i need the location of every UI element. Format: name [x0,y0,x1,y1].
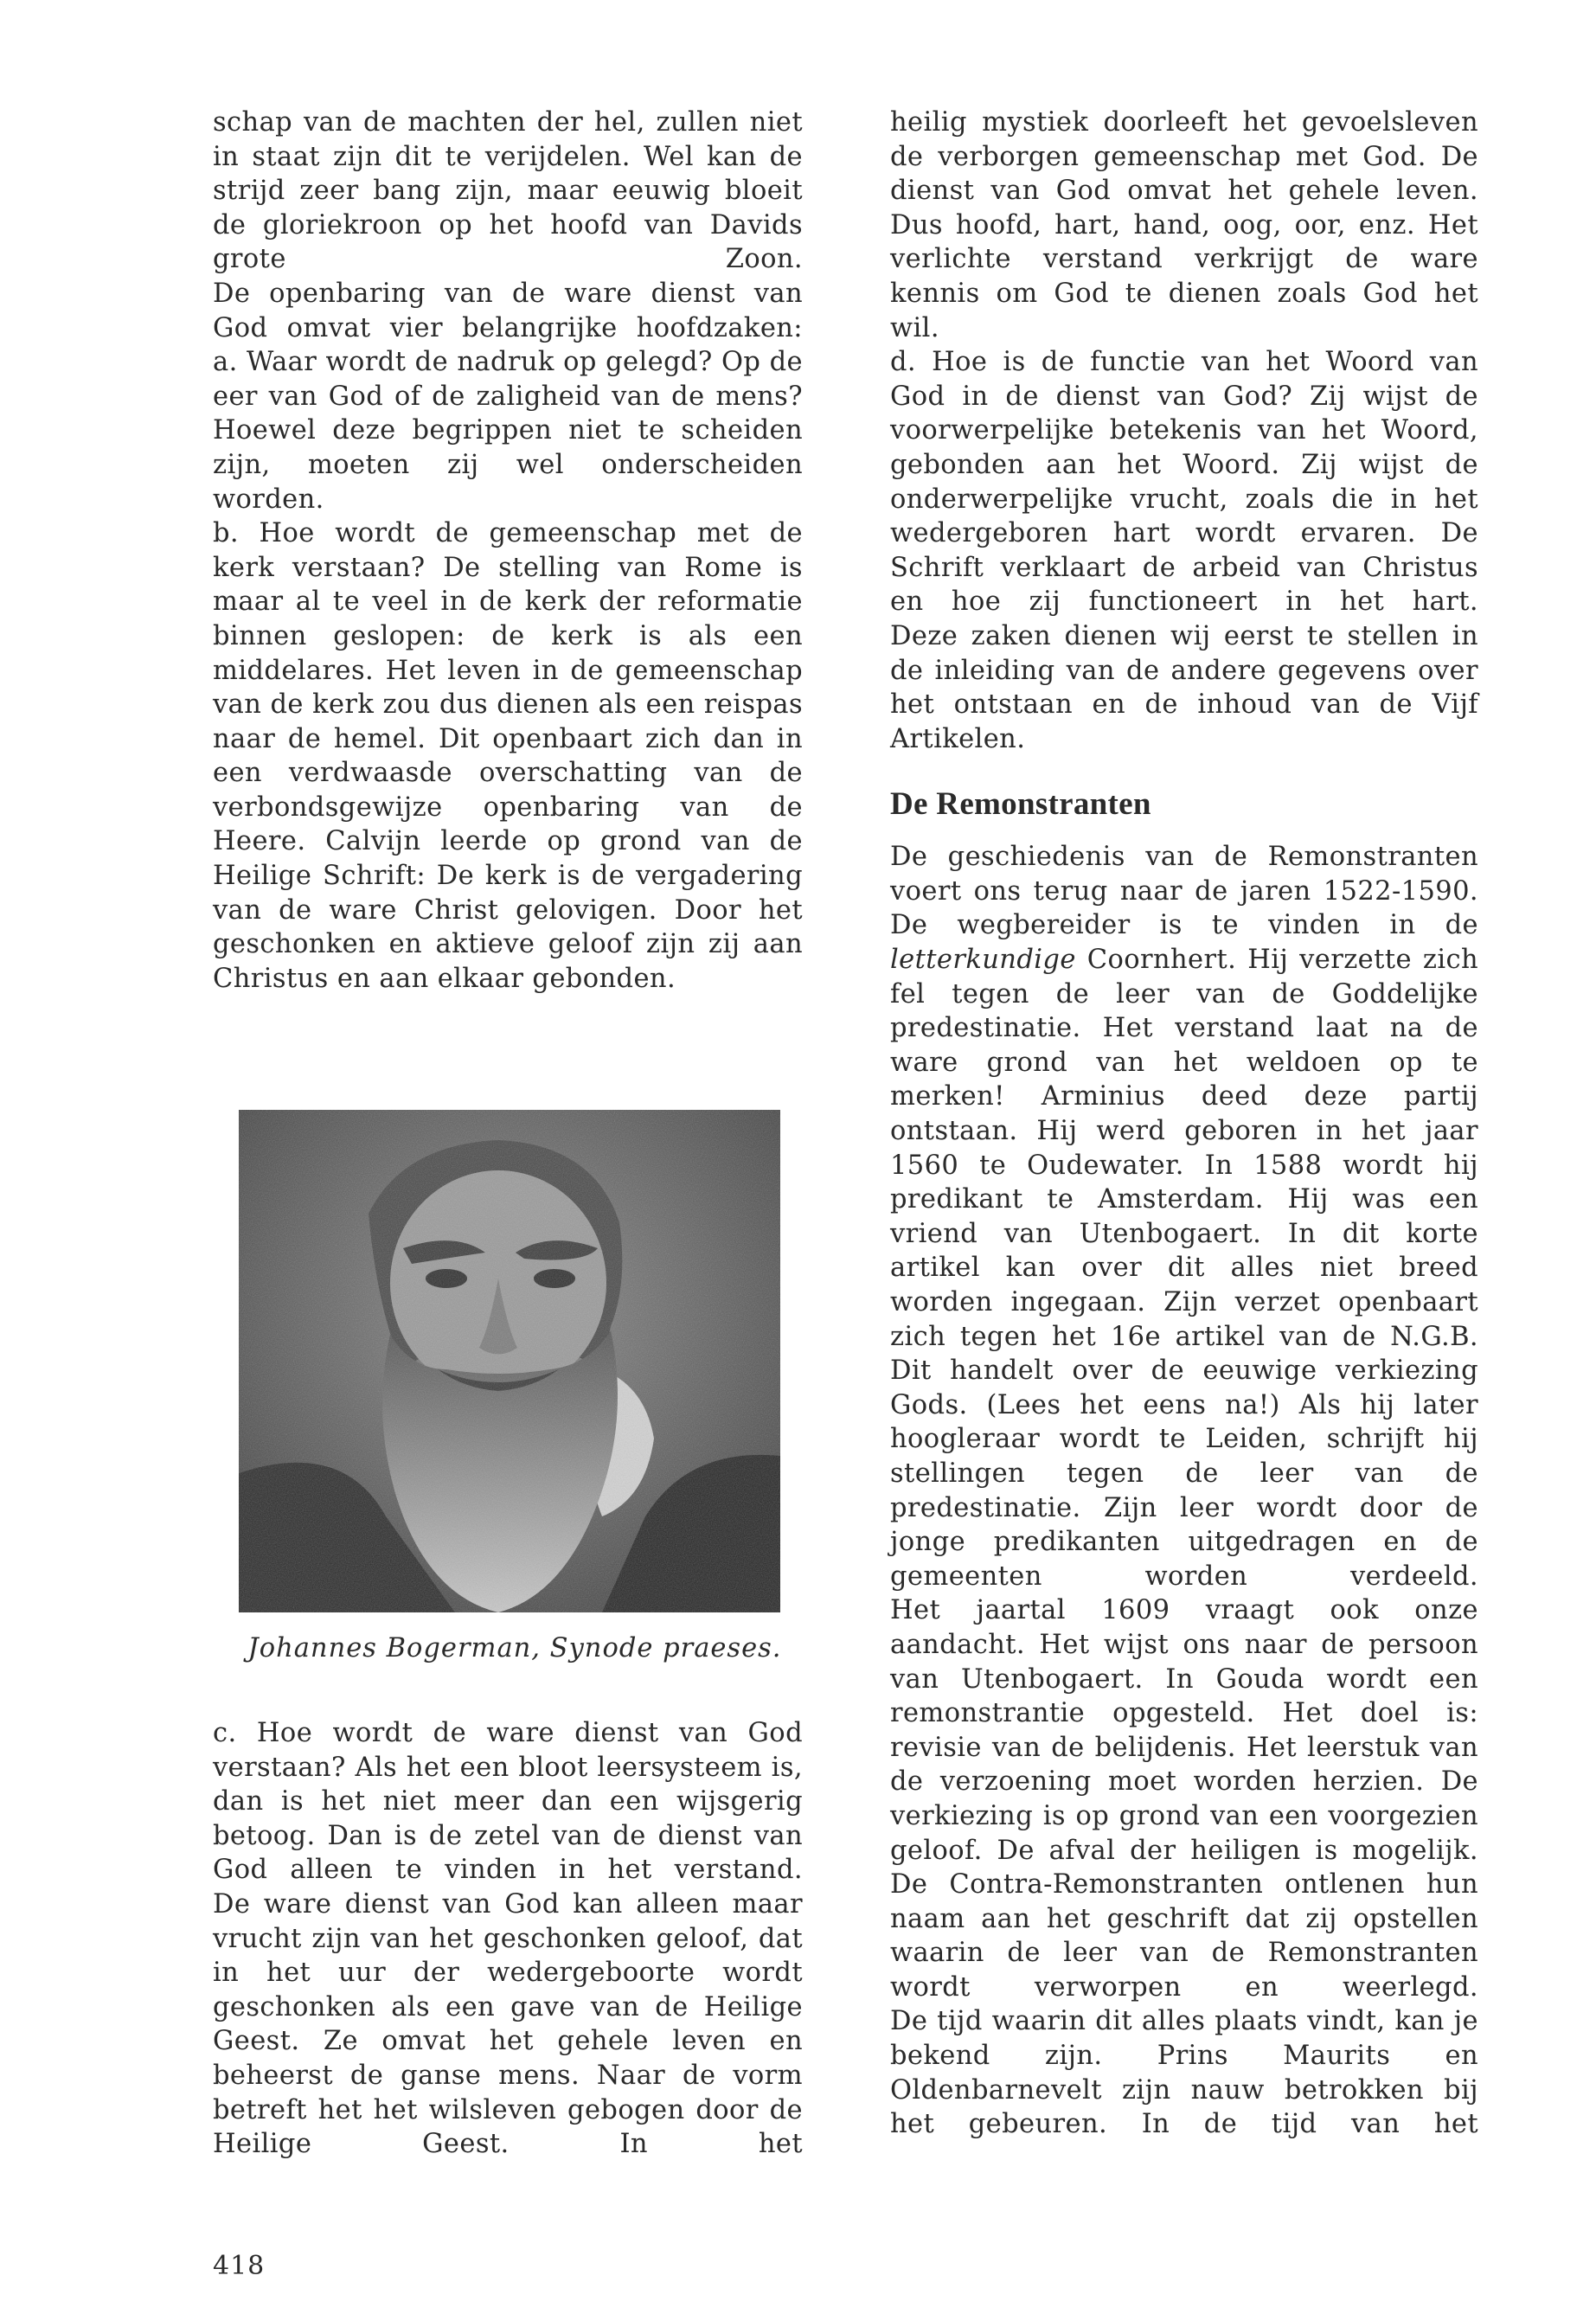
paragraph-point-d: d. Hoe is de functie van het Woord van God in de dienst van God? Zij wijst de voorwerpelijke betekenis van het Woord, gebonden aan het Woord. Zij wijst de onderwerpelijke vrucht, zoals die in het wedergeboren hart wordt ervaren. De Schrift verklaart de arbeid van Christus en hoe zij functioneert in het hart. [890,347,1478,618]
paragraph-true-service: De ware dienst van God kan alleen maar vrucht zijn van het geschonken geloof, dat in het uur der wedergeboorte wordt geschonken als een gave van de Heilige Geest. Ze omvat het gehele leven en beheerst de ganse mens. Naar de vorm betreft het het wilsleven gebogen door de Heilige Geest. In het [213,1888,803,2160]
paragraph-point-a: a. Waar wordt de nadruk op gelegd? Op de eer van God of de zaligheid van de mens? Hoewel deze begrippen niet te scheiden zijn, moeten zij wel onderscheiden worden. [213,347,803,515]
paragraph-continuation-right: heilig mystiek doorleeft het gevoelsleven de verborgen gemeenschap met God. De dienst van God omvat het gehele leven. Dus hoofd, hart, hand, oog, oor, enz. Het verlichte verstand verkrijgt de ware kennis om God te dienen zoals God het wil. [890,107,1478,343]
paragraph-continuation: schap van de machten der hel, zullen niet in staat zijn dit te verijdelen. Wel kan de strijd zeer bang zijn, maar eeuwig bloeit de gloriekroon op het hoofd van Davids grote Zoon. [213,107,803,275]
image-caption: Johannes Bogerman, Synode praeses. [247,1633,782,1663]
paragraph-time-period: De tijd waarin dit alles plaats vindt, kan je bekend zijn. Prins Maurits en Oldenbarnevelt zijn nauw betrokken bij het gebeuren. In de tijd van het [890,2006,1478,2140]
page-number: 418 [213,2251,266,2281]
paragraph-contra-remonstranten: De Contra-Remonstranten ontlenen hun naam aan het geschrift dat zij opstellen waarin de leer van de Remonstranten wordt verworpen en weerlegd. [890,1869,1478,2003]
paragraph-1609: Het jaartal 1609 vraagt ook onze aandacht. Het wijst ons naar de persoon van Utenbogaert. In Gouda wordt een remonstrantie opgesteld. Het doel is: revisie van de belijdenis. Het leerstuk van de verzoening moet worden herzien. De verkiezing is op grond van een voorgezien geloof. De afval der heiligen is mogelijk. [890,1595,1478,1866]
paragraph-introduction: Deze zaken dienen wij eerst te stellen in de inleiding van de andere gegevens over het ontstaan en de inhoud van de Vijf Artikelen. [890,620,1478,754]
portrait-johannes-bogerman [239,1110,780,1612]
history-text-start: De geschiedenis van de Remonstranten voert ons terug naar de jaren 1522-1590. De wegbereider is te vinden in de [890,842,1478,941]
section-heading: De Remonstranten [890,786,1151,823]
right-column [890,106,1478,2142]
history-text-end: Coornhert. Hij verzette zich fel tegen de leer van de Goddelijke predestinatie. Het verstand laat na de ware grond van het weldoen op te merken! Arminius deed deze partij ontstaan. Hij werd geboren in het jaar 1560 te Oudewater. In 1588 wordt hij predikant te Amsterdam. Hij was een vriend van Utenbogaert. In dit korte artikel kan over dit alles niet breed worden ingegaan. Zijn verzet openbaart zich tegen het 16e artikel van de N.G.B. Dit handelt over de eeuwige verkiezing Gods. (Lees het eens na!) Als hij later hoogleraar wordt te Leiden, schrijft hij stellingen tegen de leer van de predestinatie. Zijn leer wordt door de jonge predikanten uitgedragen en de gemeenten worden verdeeld. [890,945,1478,1592]
paragraph-point-c: c. Hoe wordt de ware dienst van God verstaan? Als het een bloot leersysteem is, dan is het niet meer dan een wijsgerig betoog. Dan is de zetel van de dienst van God alleen te vinden in het verstand. [213,1718,803,1886]
left-column [213,106,803,996]
history-text-italic: letterkundige [890,945,1076,976]
paragraph-four-main-points: De openbaring van de ware dienst van God omvat vier belangrijke hoofdzaken: [213,278,803,343]
paragraph-remonstranten-history [890,840,1478,1593]
left-column-lower [213,1716,803,2162]
paragraph-point-b: b. Hoe wordt de gemeenschap met de kerk verstaan? De stelling van Rome is maar al te veel in de kerk der reformatie binnen geslopen: de kerk is als een middelares. Het leven in de gemeenschap van de kerk zou dus dienen als een reispas naar de hemel. Dit openbaart zich dan in een verdwaasde overschatting van de verbondsgewijze openbaring van de Heere. Calvijn leerde op grond van de Heilige Schrift: De kerk is de vergadering van de ware Christ gelovigen. Door het geschonken en aktieve geloof zijn zij aan Christus en aan elkaar gebonden. [213,518,803,994]
